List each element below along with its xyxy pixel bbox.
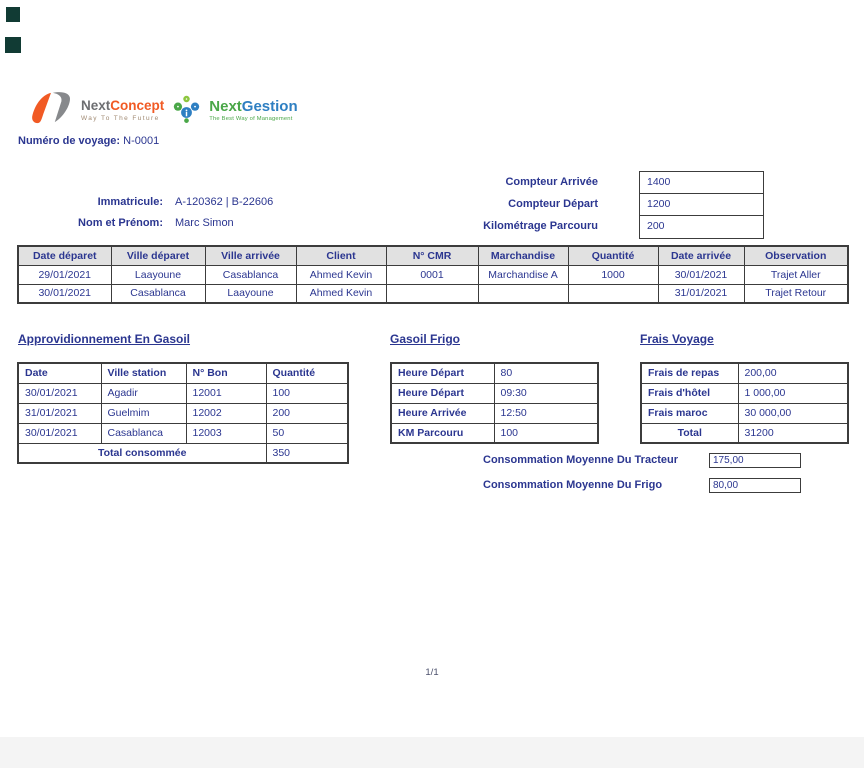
trips-cell: Trajet Retour [744, 284, 848, 303]
frigo-section-title: Gasoil Frigo [390, 332, 461, 346]
trips-header-cell: Observation [744, 246, 848, 265]
fees-table [640, 362, 849, 444]
nextgestion-gears-icon [173, 92, 200, 129]
trips-cell: 30/01/2021 [18, 284, 111, 303]
frigo-label: Heure Arrivée [391, 403, 494, 423]
kilometrage-label: Kilométrage Parcouru [483, 220, 598, 232]
trips-header-row [18, 246, 848, 265]
fees-label: Frais de repas [641, 363, 738, 383]
fuel-cell: 12003 [186, 423, 266, 443]
compteur-arrivee-value: 1400 [640, 172, 763, 194]
fuel-row [18, 383, 348, 403]
fees-total-value: 31200 [738, 423, 848, 443]
corner-marker-top [6, 7, 20, 22]
nextgestion-name-part2: Gestion [241, 97, 298, 115]
trips-cell: 29/01/2021 [18, 265, 111, 284]
trips-header-cell: Date déparet [18, 246, 111, 265]
fuel-table [17, 362, 349, 464]
fuel-cell: 200 [266, 403, 348, 423]
nextconcept-name-part2: Concept [110, 98, 165, 113]
fuel-row [18, 423, 348, 443]
trips-cell: Marchandise A [478, 265, 568, 284]
trips-cell [568, 284, 658, 303]
compteur-depart-label: Compteur Départ [508, 198, 598, 210]
fuel-cell: 100 [266, 383, 348, 403]
kilometrage-value: 200 [647, 220, 665, 232]
fuel-cell: 50 [266, 423, 348, 443]
voyage-number-label: Numéro de voyage: [18, 135, 121, 147]
nextconcept-name-part1: Next [81, 98, 111, 113]
trips-cell: 30/01/2021 [658, 265, 744, 284]
fees-section-title: Frais Voyage [640, 332, 714, 346]
fuel-cell: 12001 [186, 383, 266, 403]
fuel-header-cell: Ville station [101, 363, 186, 383]
trips-table [17, 245, 849, 304]
fuel-total-row [18, 443, 348, 463]
fees-total-row [641, 423, 848, 443]
fees-label: Frais maroc [641, 403, 738, 423]
frigo-value: 80 [494, 363, 598, 383]
frigo-value: 12:50 [494, 403, 598, 423]
fuel-section-title: Approvidionnement En Gasoil [18, 332, 191, 346]
trips-cell [386, 284, 478, 303]
fuel-cell: 30/01/2021 [18, 383, 101, 403]
frigo-row [391, 383, 598, 403]
trips-cell: Ahmed Kevin [296, 265, 386, 284]
nextconcept-tagline: Way To The Future [81, 114, 160, 122]
fees-row [641, 403, 848, 423]
trips-cell: Laayoune [205, 284, 296, 303]
compteur-arrivee-label: Compteur Arrivée [505, 176, 598, 188]
trips-cell: Casablanca [111, 284, 205, 303]
logo-bar [30, 91, 298, 130]
voyage-number-line [18, 135, 159, 147]
trips-cell: Trajet Aller [744, 265, 848, 284]
driver-name-label: Nom et Prénom: [78, 217, 163, 229]
trips-row [18, 265, 848, 284]
trips-row [18, 284, 848, 303]
fuel-header-cell: Quantité [266, 363, 348, 383]
driver-name-value: Marc Simon [175, 217, 234, 229]
trips-cell: 1000 [568, 265, 658, 284]
nextconcept-logo [81, 99, 164, 122]
trips-cell: Ahmed Kevin [296, 284, 386, 303]
nextgestion-tagline: The Best Way of Management [209, 115, 293, 122]
counter-value-boxes [639, 171, 764, 239]
fees-row [641, 363, 848, 383]
frigo-row [391, 423, 598, 443]
fees-value: 30 000,00 [738, 403, 848, 423]
nextgestion-logo [209, 99, 297, 123]
counter-labels [380, 171, 598, 237]
frigo-value: 100 [494, 423, 598, 443]
fees-value: 200,00 [738, 363, 848, 383]
fees-label: Frais d'hôtel [641, 383, 738, 403]
fuel-header-row [18, 363, 348, 383]
frigo-row [391, 363, 598, 383]
trips-header-cell: Marchandise [478, 246, 568, 265]
frigo-label: Heure Départ [391, 383, 494, 403]
fuel-cell: 30/01/2021 [18, 423, 101, 443]
fuel-cell: Guelmim [101, 403, 186, 423]
fuel-row [18, 403, 348, 423]
page-number: 1/1 [425, 667, 439, 678]
corner-marker-bottom [5, 37, 21, 53]
voyage-number-value: N-0001 [123, 135, 160, 147]
trips-header-cell: Ville arrivée [205, 246, 296, 265]
frigo-consumption-label: Consommation Moyenne Du Frigo [483, 479, 663, 491]
fees-total-label: Total [641, 423, 738, 443]
trips-cell: Laayoune [111, 265, 205, 284]
trips-header-cell: Client [296, 246, 386, 265]
nextconcept-swoosh-icon [30, 91, 72, 130]
compteur-depart-value: 1200 [640, 194, 763, 216]
trips-cell: Casablanca [205, 265, 296, 284]
frigo-label: KM Parcouru [391, 423, 494, 443]
fuel-cell: 31/01/2021 [18, 403, 101, 423]
tractor-consumption-value: 175,00 [709, 453, 801, 468]
trips-header-cell: N° CMR [386, 246, 478, 265]
fuel-total-label: Total consommée [18, 443, 266, 463]
fees-value: 1 000,00 [738, 383, 848, 403]
tractor-consumption-label: Consommation Moyenne Du Tracteur [483, 454, 678, 466]
trips-cell: 0001 [386, 265, 478, 284]
fuel-header-cell: N° Bon [186, 363, 266, 383]
frigo-consumption-value: 80,00 [709, 478, 801, 493]
fees-row [641, 383, 848, 403]
frigo-value: 09:30 [494, 383, 598, 403]
fuel-cell: Agadir [101, 383, 186, 403]
nextgestion-name-part1: Next [209, 97, 242, 115]
fuel-header-cell: Date [18, 363, 101, 383]
immatricule-label: Immatricule: [97, 196, 163, 208]
trips-cell: 31/01/2021 [658, 284, 744, 303]
trips-cell [478, 284, 568, 303]
immatricule-value: A-120362 | B-22606 [175, 196, 274, 208]
trips-header-cell: Date arrivée [658, 246, 744, 265]
page-footer-band [0, 737, 864, 768]
frigo-label: Heure Départ [391, 363, 494, 383]
fuel-total-value: 350 [266, 443, 348, 463]
frigo-table [390, 362, 599, 444]
trips-header-cell: Ville déparet [111, 246, 205, 265]
frigo-row [391, 403, 598, 423]
fuel-cell: Casablanca [101, 423, 186, 443]
trips-header-cell: Quantité [568, 246, 658, 265]
fuel-cell: 12002 [186, 403, 266, 423]
